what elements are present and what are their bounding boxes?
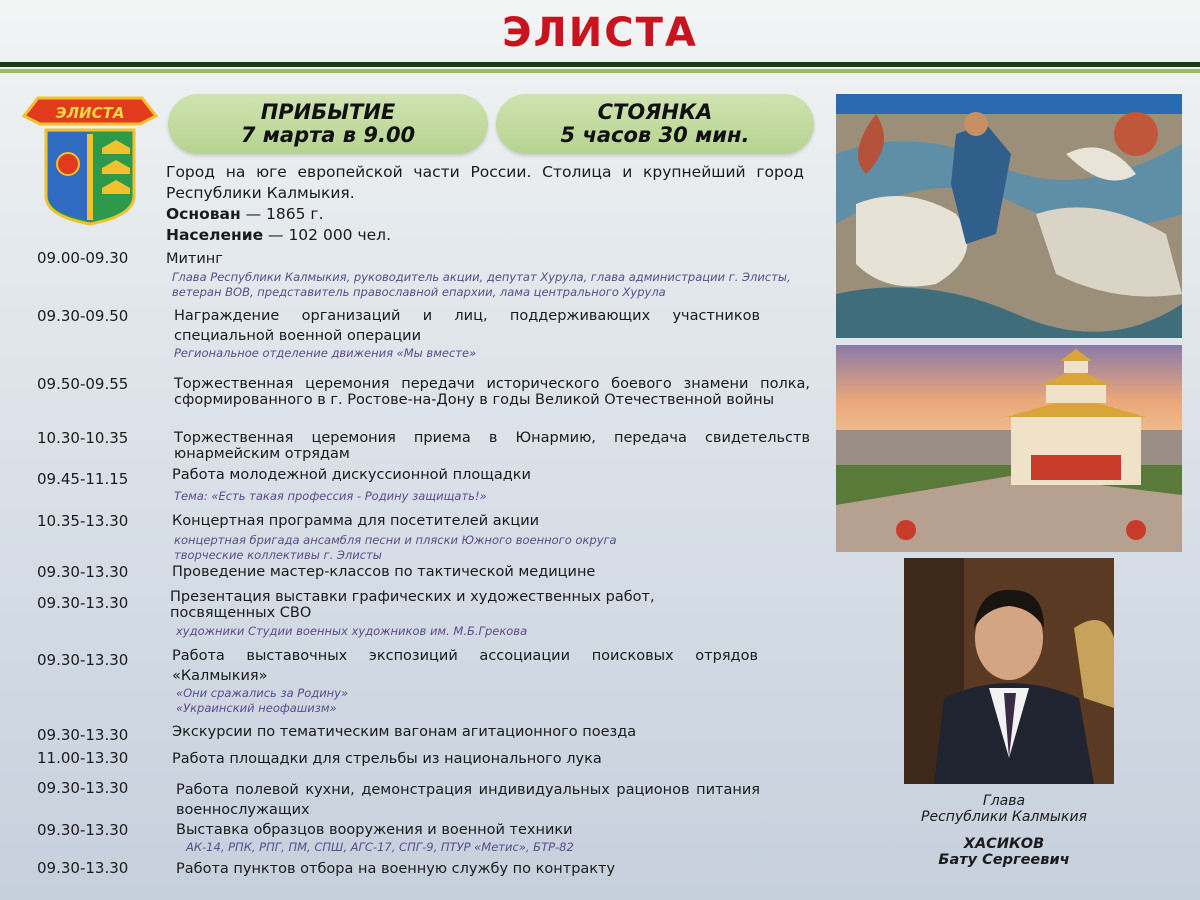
- founded-label: Основан: [166, 205, 241, 223]
- schedule-note: АК-14, РПК, РПГ, ПМ, СПШ, АГС-17, СПГ-9, ПТУР «Метис», БТР-82: [186, 840, 574, 854]
- schedule-time: 09.30-09.50: [37, 307, 129, 325]
- schedule-time: 09.30-13.30: [37, 726, 129, 744]
- official-name: [880, 836, 1128, 868]
- schedule-event: Работа пунктов отбора на военную службу по контракту: [176, 861, 616, 877]
- schedule-time: 09.50-09.55: [37, 375, 129, 393]
- city-intro: [166, 162, 804, 246]
- schedule-event: Презентация выставки графических и художественных работ, посвященных СВО: [170, 589, 655, 621]
- schedule-event: Работа полевой кухни, демонстрация индивидуальных рационов питания военнослужащих: [176, 782, 760, 818]
- schedule-event: Награждение организаций и лиц, поддерживающих участников специальной военной операции: [174, 308, 760, 344]
- schedule-event: Концертная программа для посетителей акции: [172, 513, 540, 529]
- schedule-time: 09.30-13.30: [37, 859, 129, 877]
- official-position: [880, 793, 1128, 825]
- arrival-label: ПРИБЫТИЕ: [260, 100, 396, 124]
- schedule-time: 09.45-11.15: [37, 470, 129, 488]
- official-given-name: Бату Сергеевич: [938, 852, 1070, 868]
- schedule-note: «Украинский неофашизм»: [176, 701, 337, 715]
- golden-temple-photo: [836, 345, 1182, 552]
- schedule-event: Торжественная церемония приема в Юнармию, передача свидетельств юнармейским отрядам: [174, 430, 810, 462]
- population-label: Население: [166, 226, 264, 244]
- stay-badge: [496, 94, 814, 154]
- schedule-note: Тема: «Есть такая профессия - Родину защищать!»: [174, 489, 487, 503]
- population-value: — 102 000 чел.: [263, 226, 391, 244]
- schedule-note: Глава Республики Калмыкия, руководитель акции, депутат Хурула, глава администрации г. Элисты, ветеран ВОВ, представитель православной епархии, лама центрального Хурула: [172, 270, 791, 299]
- stay-duration: 5 часов 30 мин.: [560, 123, 750, 147]
- schedule-time: 09.30-13.30: [37, 563, 129, 581]
- schedule-event: Проведение мастер-классов по тактической медицине: [172, 564, 596, 580]
- city-founded: [166, 204, 804, 225]
- mosaic-mural-photo: [836, 94, 1182, 338]
- schedule-note: творческие коллективы г. Элисты: [174, 548, 382, 562]
- emblem-text: ЭЛИСТА: [55, 104, 125, 122]
- schedule-time: 09.30-13.30: [37, 779, 129, 797]
- page-title: ЭЛИСТА: [502, 10, 698, 56]
- arrival-datetime: 7 марта в 9.00: [240, 123, 416, 147]
- arrival-badge: [168, 94, 488, 154]
- schedule-note: концертная бригада ансамбля песни и пляски Южного военного округа: [174, 533, 617, 547]
- schedule-note: «Они сражались за Родину»: [176, 686, 349, 700]
- schedule-time: 10.35-13.30: [37, 512, 129, 530]
- header-divider-dark: [0, 62, 1200, 67]
- schedule-event: Митинг: [166, 251, 223, 267]
- stay-label: СТОЯНКА: [597, 100, 713, 124]
- schedule-time: 09.30-13.30: [37, 594, 129, 612]
- schedule-time: 09.30-13.30: [37, 651, 129, 669]
- founded-value: — 1865 г.: [240, 205, 324, 223]
- city-emblem: [20, 92, 160, 228]
- schedule-time: 10.30-10.35: [37, 429, 129, 447]
- schedule-event: Выставка образцов вооружения и военной техники: [176, 822, 573, 838]
- header-divider-green: [0, 69, 1200, 73]
- schedule-note: художники Студии военных художников им. М.Б.Грекова: [176, 624, 528, 638]
- schedule-event: Работа площадки для стрельбы из национального лука: [172, 751, 602, 767]
- schedule-event: Работа выставочных экспозиций ассоциации поисковых отрядов «Калмыкия»: [172, 648, 758, 684]
- official-position-line2: Республики Калмыкия: [921, 809, 1087, 825]
- city-population: [166, 225, 804, 246]
- schedule-event: Работа молодежной дискуссионной площадки: [172, 467, 531, 483]
- governor-portrait-photo: [904, 558, 1114, 784]
- official-surname: ХАСИКОВ: [963, 836, 1045, 852]
- schedule-time: 11.00-13.30: [37, 749, 129, 767]
- city-description: Город на юге европейской части России. Столица и крупнейший город Республики Калмыкия.: [166, 163, 804, 202]
- schedule-event: Экскурсии по тематическим вагонам агитационного поезда: [172, 724, 637, 740]
- official-position-line1: Глава: [982, 793, 1026, 809]
- schedule-event: Торжественная церемония передачи исторического боевого знамени полка, сформированного в г. Ростове-на-Дону в годы Великой Отечественной войны: [174, 376, 810, 408]
- schedule-note: Региональное отделение движения «Мы вместе»: [174, 346, 477, 360]
- schedule-time: 09.30-13.30: [37, 821, 129, 839]
- schedule-time: 09.00-09.30: [37, 249, 129, 267]
